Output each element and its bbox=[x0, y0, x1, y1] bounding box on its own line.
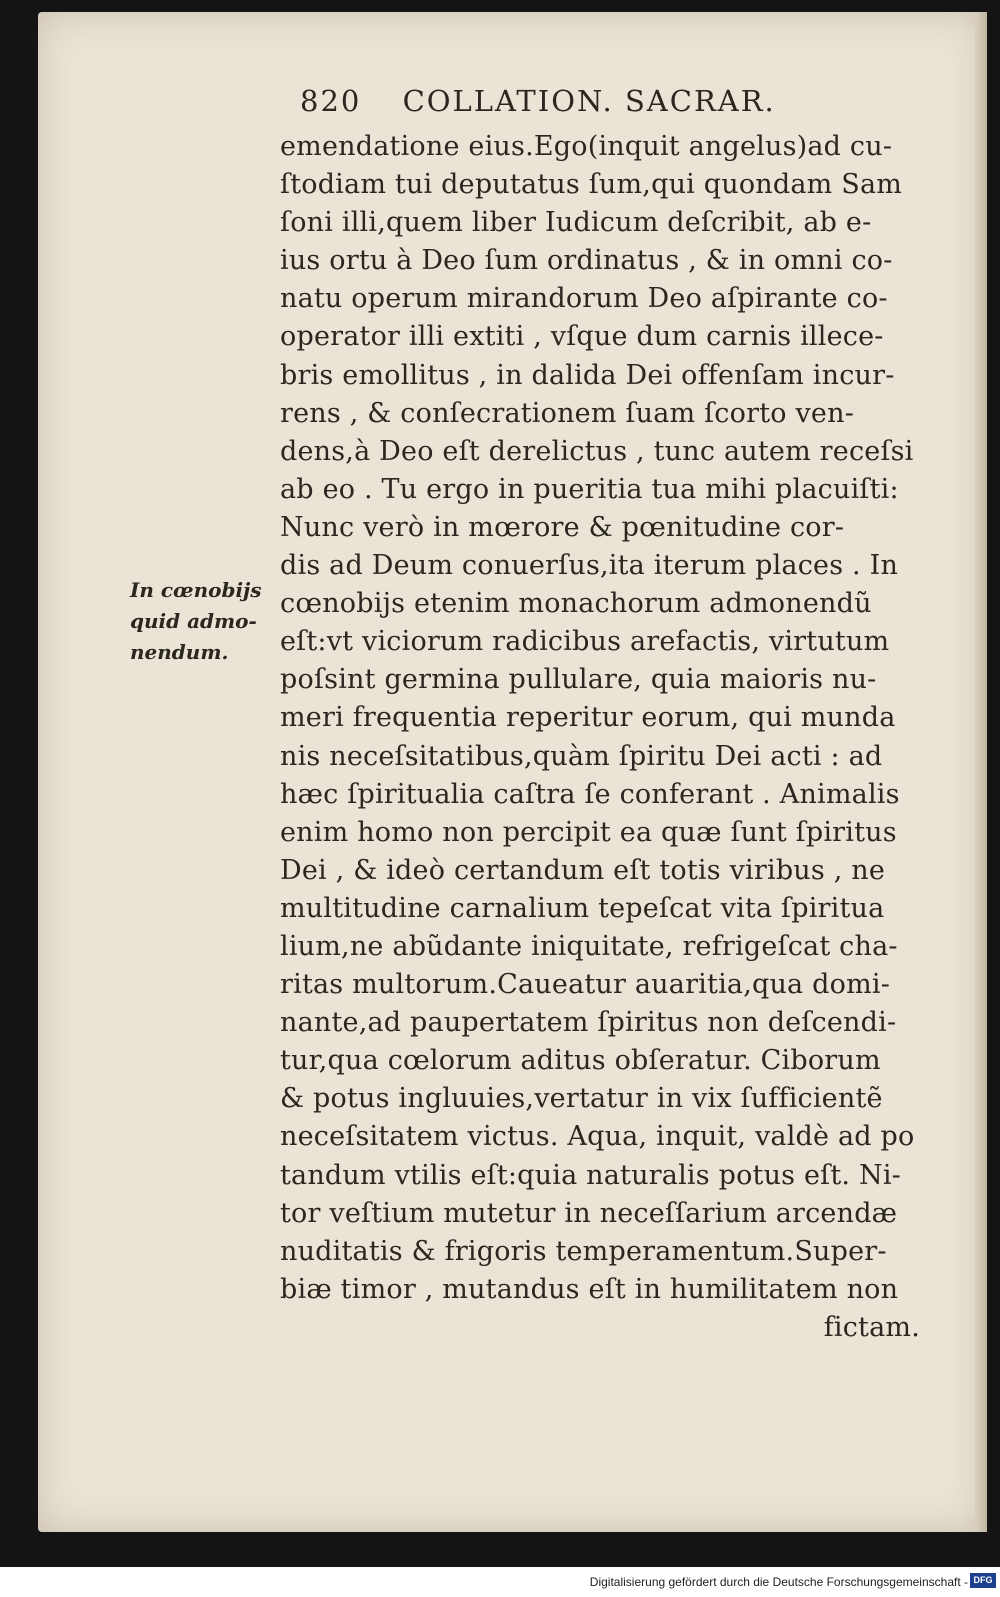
footer-credit: Digitalisierung gefördert durch die Deutsche Forschungsgemeinschaft - bbox=[589, 1575, 968, 1589]
text-line: dens,à Deo eſt derelictus , tunc autem receſsi bbox=[280, 435, 914, 467]
text-line: ſoni illi,quem liber Iudicum deſcribit, ab e- bbox=[280, 207, 872, 239]
text-line: tandum vtilis eſt:quia naturalis potus eſt. Ni- bbox=[280, 1159, 901, 1191]
text-line: ritas multorum.Caueatur auaritia,qua domi- bbox=[280, 969, 891, 1001]
margin-note-line: In cœnobijs bbox=[130, 578, 262, 602]
margin-note-line: nendum. bbox=[130, 640, 229, 664]
text-line: Dei , & ideò certandum eſt totis viribus , ne bbox=[280, 854, 886, 886]
text-line: enim homo non percipit ea quæ ſunt ſpiritus bbox=[280, 816, 897, 848]
running-title: COLLATION. SACRAR. bbox=[402, 84, 776, 118]
text-line: ius ortu à Deo ſum ordinatus , & in omni co- bbox=[280, 245, 893, 277]
text-line: cœnobijs etenim monachorum admonendũ bbox=[280, 588, 872, 620]
body-text bbox=[280, 128, 920, 1347]
text-line: operator illi extiti , vſque dum carnis illece- bbox=[280, 321, 884, 353]
text-line: & potus ingluuies,vertatur in vix ſufficientẽ bbox=[280, 1083, 883, 1115]
text-line: dis ad Deum conuerſus,ita iterum places . In bbox=[280, 550, 899, 582]
text-line: biæ timor , mutandus eſt in humilitatem non bbox=[280, 1273, 899, 1305]
footer-bar bbox=[0, 1567, 1000, 1597]
text-line: emendatione eius.Ego(inquit angelus)ad cu- bbox=[280, 131, 893, 162]
running-header bbox=[300, 84, 860, 130]
text-line: rens , & conſecrationem ſuam ſcorto ven- bbox=[280, 397, 855, 429]
text-line: eſt:vt viciorum radicibus arefactis, virtutum bbox=[280, 626, 890, 658]
text-line: nis neceſsitatibus,quàm ſpiritu Dei acti : ad bbox=[280, 740, 883, 772]
text-line-final: fictam. bbox=[823, 1311, 920, 1343]
text-line: multitudine carnalium tepeſcat vita ſpiritua bbox=[280, 892, 885, 924]
text-line: natu operum mirandorum Deo aſpirante co- bbox=[280, 283, 888, 315]
text-line: neceſsitatem victus. Aqua, inquit, valdè ad po bbox=[280, 1121, 915, 1153]
text-line: nuditatis & frigoris temperamentum.Super- bbox=[280, 1235, 887, 1267]
text-line: hæc ſpiritualia caſtra ſe conferant . Animalis bbox=[280, 778, 900, 810]
margin-note bbox=[130, 575, 260, 668]
text-line: tur,qua cœlorum aditus obſeratur. Ciborum bbox=[280, 1045, 881, 1077]
text-line: ſtodiam tui deputatus ſum,qui quondam Sam bbox=[280, 169, 903, 201]
text-line: nante,ad paupertatem ſpiritus non deſcendi- bbox=[280, 1007, 897, 1039]
page-edge bbox=[975, 12, 987, 1532]
text-line: bris emollitus , in dalida Dei offenſam incur- bbox=[280, 359, 895, 391]
page-number: 820 bbox=[300, 84, 362, 118]
text-line: lium,ne abũdante iniquitate, refrigeſcat cha- bbox=[280, 930, 898, 962]
margin-note-line: quid admo- bbox=[130, 609, 257, 633]
text-line: poſsint germina pullulare, quia maioris nu- bbox=[280, 664, 877, 696]
text-line: Nunc verò in mœrore & pœnitudine cor- bbox=[280, 511, 845, 543]
dfg-logo: DFG bbox=[970, 1573, 996, 1588]
text-line: tor veſtium mutetur in neceſſarium arcendæ bbox=[280, 1197, 898, 1229]
text-line: meri frequentia reperitur eorum, qui munda bbox=[280, 702, 896, 734]
text-line: ab eo . Tu ergo in pueritia tua mihi placuiſti: bbox=[280, 473, 899, 505]
